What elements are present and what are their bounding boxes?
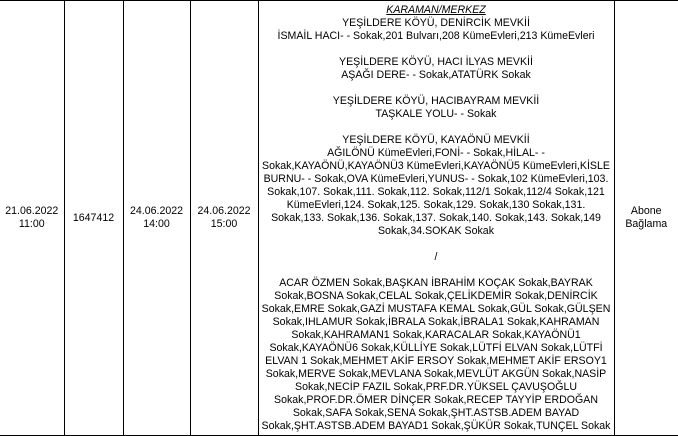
address-block <box>262 95 611 121</box>
block-detail: TAŞKALE YOLU- - Sokak <box>262 108 611 121</box>
address-block <box>262 17 611 43</box>
reason-cell <box>614 1 678 436</box>
block-detail: AŞAĞI DERE- - Sokak,ATATÜRK Sokak <box>262 69 611 82</box>
end1-time: 14:00 <box>124 218 190 231</box>
block-title: YEŞİLDERE KÖYÜ, KAYAÖNÜ MEVKİİ <box>262 134 611 147</box>
reason-line2: Bağlama <box>615 218 678 231</box>
block-title: YEŞİLDERE KÖYÜ, HACIBAYRAM MEVKİİ <box>262 95 611 108</box>
start-date: 21.06.2022 <box>0 205 64 218</box>
block-detail: AĞILÖNÜ KümeEvleri,FONİ- - Sokak,HİLAL- - Sokak,KAYAÖNÜ,KAYAÖNÜ3 KümeEvleri,KAYAÖNÜ5 KümeEvleri,KİSLE BURNU- - Sokak,OVA KümeEvleri,YUNUS- - Sokak,102 KümeEvleri,103. Sokak,107. Sokak,111. Sokak,112. Sokak,112/1 Sokak,112/4 Sokak,121 KümeEvleri,124. Sokak,125. Sokak,129. Sokak,130 Sokak,131. Sokak,133. Sokak,136. Sokak,137. Sokak,140. Sokak,143. Sokak,149 Sokak,34.SOKAK Sokak <box>262 147 611 238</box>
id-cell <box>64 1 123 436</box>
address-cell <box>258 1 614 436</box>
end2-time: 15:00 <box>191 218 258 231</box>
block-title: YEŞİLDERE KÖYÜ, HACI İLYAS MEVKİİ <box>262 56 611 69</box>
record-id: 1647412 <box>65 212 123 225</box>
start-time: 11:00 <box>0 218 64 231</box>
region-title: KARAMAN/MERKEZ <box>262 4 611 17</box>
address-block <box>262 134 611 238</box>
end2-date: 24.06.2022 <box>191 205 258 218</box>
table-row <box>0 1 678 436</box>
block-title: YEŞİLDERE KÖYÜ, DENİRCİK MEVKİİ <box>262 17 611 30</box>
end1-datetime-cell <box>123 1 190 436</box>
block-detail: İSMAİL HACI- - Sokak,201 Bulvarı,208 KümeEvleri,213 KümeEvleri <box>262 30 611 43</box>
end1-date: 24.06.2022 <box>124 205 190 218</box>
start-datetime-cell <box>0 1 64 436</box>
separator-slash: / <box>262 251 611 264</box>
street-list: ACAR ÖZMEN Sokak,BAŞKAN İBRAHİM KOÇAK Sokak,BAYRAK Sokak,BOSNA Sokak,CELAL Sokak,ÇELİKDEMİR Sokak,DENİRCİK Sokak,EMRE Sokak,GAZİ MUSTAFA KEMAL Sokak,GÜL Sokak,GÜLŞEN Sokak,IHLAMUR Sokak,İBRALA Sokak,İBRALA1 Sokak,KAHRAMAN Sokak,KAHRAMAN1 Sokak,KARACALAR Sokak,KAYAÖNÜ1 Sokak,KAYAÖNÜ6 Sokak,KÜLLİYE Sokak,LÜTFİ ELVAN Sokak,LÜTFİ ELVAN 1 Sokak,MEHMET AKİF ERSOY Sokak,MEHMET AKİF ERSOY1 Sokak,MERVE Sokak,MEVLANA Sokak,MEVLÜT AKGÜN Sokak,NASİP Sokak,NECİP FAZIL Sokak,PRF.DR.YÜKSEL ÇAVUŞOĞLU Sokak,PROF.DR.ÖMER DİNÇER Sokak,RECEP TAYYİP ERDOĞAN Sokak,SAFA Sokak,SENA Sokak,ŞHT.ASTSB.ADEM BAYAD Sokak,ŞHT.ASTSB.ADEM BAYAD1 Sokak,ŞÜKÜR Sokak,TUNÇEL Sokak <box>262 277 611 433</box>
end2-datetime-cell <box>190 1 258 436</box>
reason-line1: Abone <box>615 205 678 218</box>
address-block <box>262 56 611 82</box>
